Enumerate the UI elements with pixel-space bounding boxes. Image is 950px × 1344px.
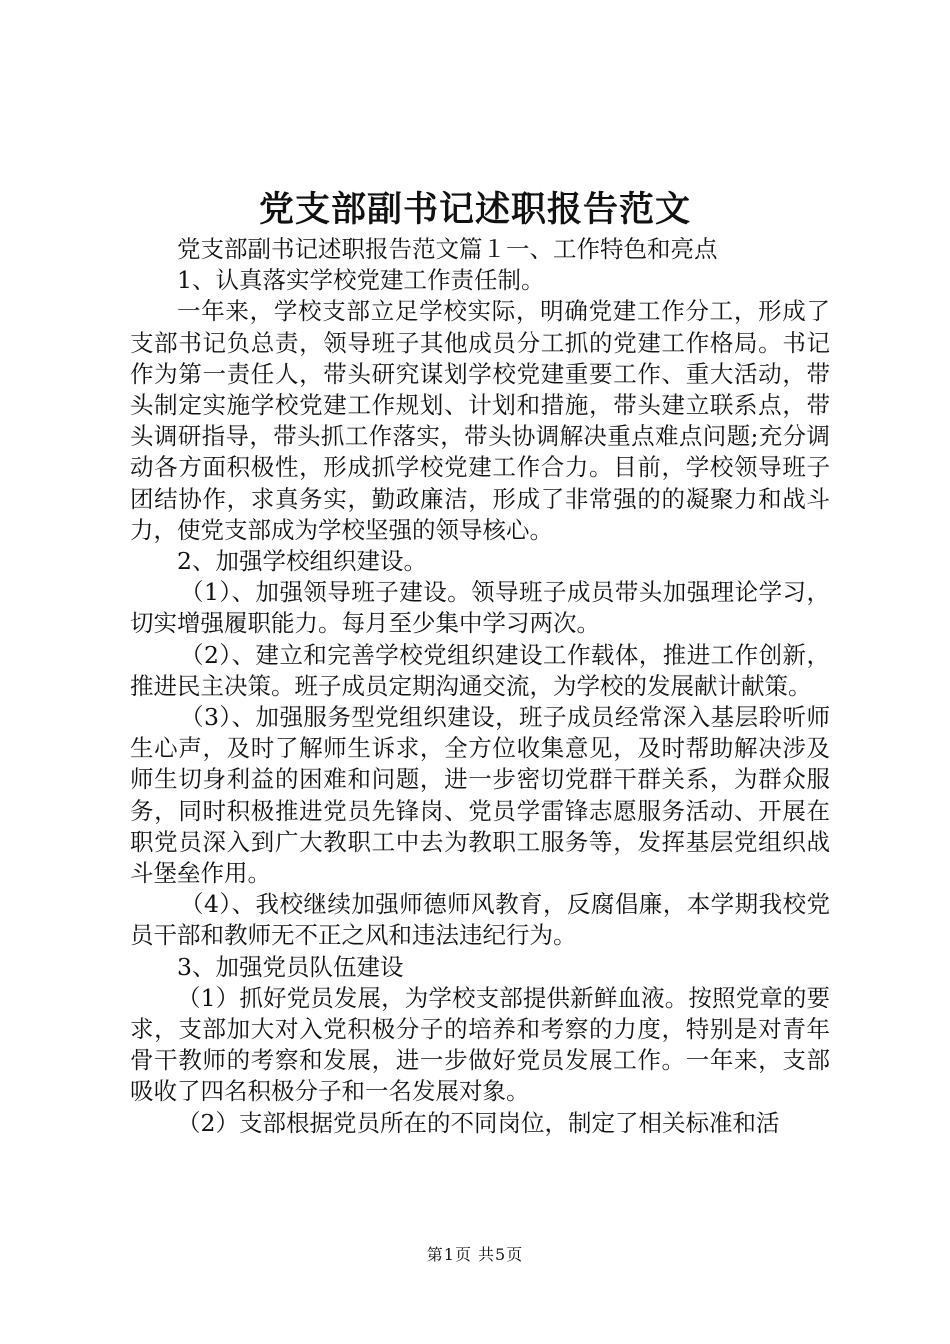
document-title: 党支部副书记述职报告范文 — [258, 189, 691, 230]
document-body — [130, 234, 830, 1139]
paragraph: （1）、加强领导班子建设。领导班子成员带头加强理论学习，切实增强履职能力。每月至少集中学习两次。 — [130, 578, 830, 638]
paragraph: 1、认真落实学校党建工作责任制。 — [177, 266, 545, 295]
paragraph: （2）支部根据党员所在的不同岗位，制定了相关标准和活 — [177, 1108, 780, 1137]
paragraph: （3）、加强服务型党组织建设，班子成员经常深入基层聆听师生心声，及时了解师生诉求，全方位收集意见，及时帮助解决涉及师生切身利益的困难和问题，进一步密切党群干群关系，为群众服务，同时积极推进党员先锋岗、党员学雷锋志愿服务活动、开展在职党员深入到广大教职工中去为教职工服务等，发挥基层党组织战斗堡垒作用。 — [130, 703, 830, 888]
page-footer: 第1页 共5页 — [426, 1245, 524, 1264]
paragraph: （4）、我校继续加强师德师风教育，反腐倡廉，本学期我校党员干部和教师无不正之风和违法违纪行为。 — [130, 890, 830, 950]
paragraph: 党支部副书记述职报告范文篇１一、工作特色和亮点 — [177, 235, 718, 263]
paragraph: （1）抓好党员发展，为学校支部提供新鲜血液。按照党章的要求，支部加大对入党积极分子的培养和考察的力度，特别是对青年骨干教师的考察和发展，进一步做好党员发展工作。一年来，支部吸收了四名积极分子和一名发展对象。 — [130, 983, 830, 1106]
paragraph: 2、加强学校组织建设。 — [177, 547, 427, 576]
paragraph: （2）、建立和完善学校党组织建设工作载体，推进工作创新，推进民主决策。班子成员定期沟通交流，为学校的发展献计献策。 — [130, 640, 830, 700]
paragraph: 一年来，学校支部立足学校实际，明确党建工作分工，形成了支部书记负总责，领导班子其他成员分工抓的党建工作格局。书记作为第一责任人，带头研究谋划学校党建重要工作、重大活动，带头制定实施学校党建工作规划、计划和措施，带头建立联系点，带头调研指导，带头抓工作落实，带头协调解决重点难点问题;充分调动各方面积极性，形成抓学校党建工作合力。目前，学校领导班子团结协作，求真务实，勤政廉洁，形成了非常强的的凝聚力和战斗力，使党支部成为学校坚强的领导核心。 — [130, 297, 830, 544]
paragraph: 3、加强党员队伍建设 — [177, 952, 404, 981]
